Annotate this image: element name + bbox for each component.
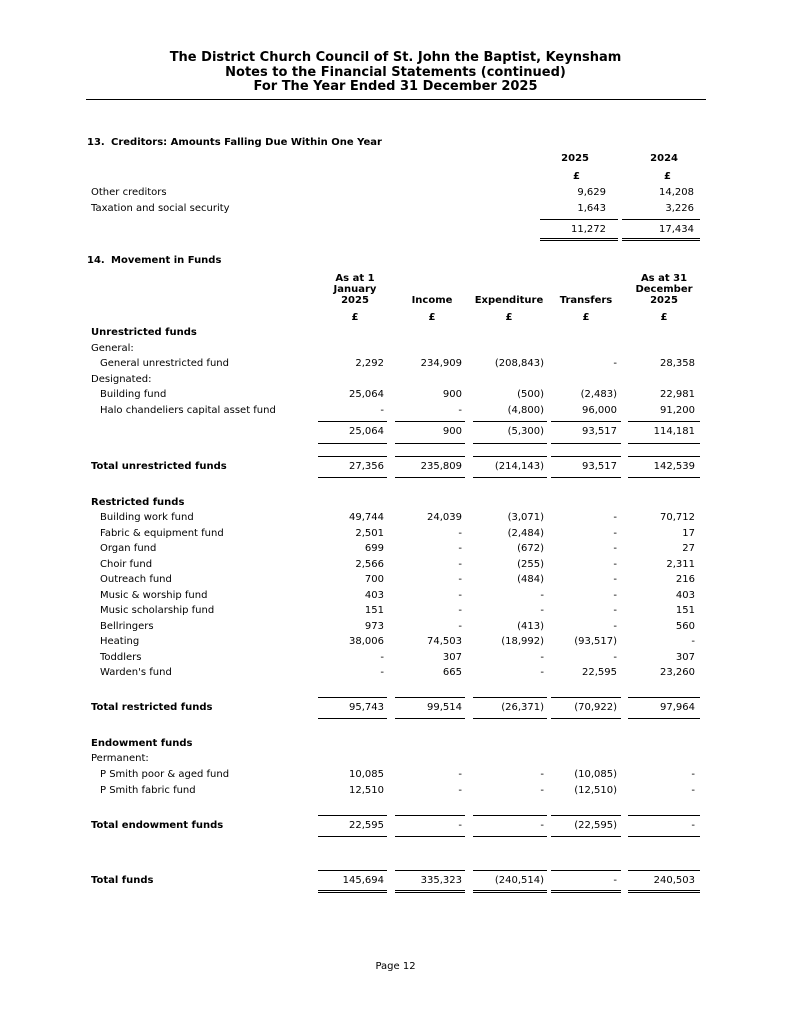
- fund-value: (484): [517, 574, 544, 585]
- fund-value: 22,981: [660, 389, 695, 400]
- fund-value: (2,484): [507, 527, 544, 539]
- fund-value: (4,800): [507, 405, 544, 416]
- total-rule: [551, 477, 621, 478]
- fund-label: P Smith fabric fund: [100, 784, 196, 796]
- total-rule: [551, 836, 621, 837]
- fund-label: Heating: [100, 636, 140, 647]
- subtotal-rule: [551, 421, 621, 422]
- total-value: 22,595: [349, 820, 384, 831]
- fund-value: -: [458, 558, 462, 570]
- fund-value: (12,510): [574, 784, 617, 796]
- grand-total-double-rule: [473, 890, 547, 893]
- fund-label: Building work fund: [100, 512, 194, 523]
- designated-label: Designated:: [91, 374, 152, 385]
- fund-value: 28,358: [660, 358, 695, 369]
- grand-total-rule: [628, 870, 700, 871]
- fund-label: Organ fund: [100, 543, 157, 554]
- grand-total-value: 240,503: [653, 875, 695, 886]
- total-rule: [628, 456, 700, 457]
- fund-value: (3,071): [507, 512, 544, 523]
- fund-label: Fabric & equipment fund: [100, 527, 224, 539]
- fund-value: -: [691, 769, 695, 780]
- fund-value: -: [691, 636, 695, 647]
- fund-value: 560: [675, 620, 695, 632]
- total-rule: [473, 836, 547, 837]
- fund-value: 12,510: [349, 784, 384, 796]
- currency-symbol: £: [351, 312, 359, 323]
- total-rule: [395, 718, 465, 719]
- total-value: 95,743: [349, 702, 384, 713]
- grand-total-value: (240,514): [494, 875, 544, 886]
- currency-symbol: £: [505, 312, 513, 323]
- fund-label: P Smith poor & aged fund: [100, 769, 230, 780]
- total-rule: [318, 697, 387, 698]
- subtotal-rule: [395, 421, 465, 422]
- fund-value: 38,006: [349, 636, 384, 647]
- fund-value: -: [613, 589, 617, 601]
- fund-value: 307: [675, 651, 695, 663]
- total-value: (22,595): [574, 820, 617, 831]
- total-rule: [318, 718, 387, 719]
- fund-value: 27: [682, 543, 695, 554]
- fund-value: -: [613, 527, 617, 539]
- fund-value: -: [540, 589, 544, 601]
- column-header: 2025: [341, 295, 369, 306]
- fund-value: -: [540, 769, 544, 780]
- unrestricted-heading: Unrestricted funds: [91, 327, 197, 338]
- total-rule: [551, 718, 621, 719]
- fund-value: 699: [364, 543, 384, 554]
- fund-value: 2,292: [355, 358, 384, 369]
- fund-value: -: [613, 605, 617, 616]
- total-value: (214,143): [494, 461, 544, 472]
- total-rule: [473, 718, 547, 719]
- subtotal-value: 25,064: [349, 426, 384, 437]
- grand-total-double-rule: [395, 890, 465, 893]
- fund-value: 151: [364, 605, 384, 616]
- fund-value: -: [613, 512, 617, 523]
- fund-label: Choir fund: [100, 558, 153, 570]
- fund-value: (2,483): [580, 389, 617, 400]
- total-rule: [318, 815, 387, 816]
- column-header: December: [635, 284, 693, 295]
- grand-total-value: -: [613, 875, 617, 886]
- note14-number: 14.: [87, 255, 105, 266]
- fund-value: 23,260: [660, 667, 695, 678]
- total-value: 99,514: [427, 702, 462, 713]
- total-label: Total endowment funds: [91, 820, 224, 831]
- column-header: As at 1: [335, 273, 375, 284]
- fund-value: 49,744: [349, 512, 384, 523]
- total-rule: [628, 477, 700, 478]
- total-rule: [628, 836, 700, 837]
- fund-value: 22,595: [582, 667, 617, 678]
- fund-value: 403: [675, 589, 695, 601]
- currency-symbol: £: [582, 312, 590, 323]
- fund-value: -: [540, 651, 544, 663]
- grand-total-rule: [395, 870, 465, 871]
- fund-value: 74,503: [427, 636, 462, 647]
- fund-value: -: [380, 651, 384, 663]
- fund-value: 900: [442, 389, 462, 400]
- fund-value: 403: [364, 589, 384, 601]
- fund-value: -: [458, 769, 462, 780]
- subtotal-rule: [628, 443, 700, 444]
- total-value: 27,356: [349, 461, 384, 472]
- fund-value: -: [458, 527, 462, 539]
- subtotal-value: (5,300): [507, 426, 544, 437]
- fund-value: -: [458, 543, 462, 554]
- note13-subtotal-rule: [622, 219, 700, 220]
- grand-total-rule: [473, 870, 547, 871]
- total-rule: [473, 697, 547, 698]
- grand-total-double-rule: [318, 890, 387, 893]
- fund-value: 2,311: [666, 558, 695, 570]
- column-header: As at 31: [640, 273, 688, 284]
- fund-value: -: [613, 358, 617, 369]
- fund-value: 10,085: [349, 769, 384, 780]
- grand-total-value: 145,694: [342, 875, 384, 886]
- page-number: Page 12: [375, 961, 416, 972]
- total-label: Total restricted funds: [91, 702, 213, 713]
- total-rule: [318, 836, 387, 837]
- total-value: 93,517: [582, 461, 617, 472]
- fund-label: Building fund: [100, 389, 167, 400]
- fund-value: 24,039: [427, 512, 462, 523]
- total-value: -: [691, 820, 695, 831]
- note13-row-label: Other creditors: [91, 187, 167, 198]
- header-divider: [86, 99, 706, 100]
- total-rule: [473, 456, 547, 457]
- fund-value: -: [613, 651, 617, 663]
- currency-symbol: £: [660, 312, 668, 323]
- fund-value: (255): [517, 558, 544, 570]
- note13-subtotal-rule: [540, 219, 618, 220]
- subtotal-rule: [318, 443, 387, 444]
- subtotal-value: 900: [442, 426, 462, 437]
- fund-label: Music scholarship fund: [100, 605, 215, 616]
- fund-value: -: [613, 543, 617, 554]
- fund-value: -: [540, 605, 544, 616]
- note13-row-2024: 3,226: [665, 203, 694, 214]
- fund-label: Music & worship fund: [100, 589, 208, 601]
- fund-value: 2,501: [355, 527, 384, 539]
- column-header: Transfers: [559, 295, 613, 306]
- total-rule: [395, 815, 465, 816]
- grand-total-rule: [318, 870, 387, 871]
- fund-label: Halo chandeliers capital asset fund: [100, 405, 276, 416]
- fund-value: -: [458, 589, 462, 601]
- fund-value: (413): [517, 620, 544, 632]
- fund-value: -: [613, 574, 617, 585]
- note13-heading: [87, 137, 382, 148]
- subtotal-value: 93,517: [582, 426, 617, 437]
- total-rule: [628, 697, 700, 698]
- fund-value: (18,992): [501, 636, 544, 647]
- fund-value: 2,566: [355, 558, 384, 570]
- subtotal-value: 114,181: [653, 426, 695, 437]
- fund-value: -: [380, 667, 384, 678]
- note13-row-label: Taxation and social security: [91, 203, 230, 214]
- total-rule: [628, 815, 700, 816]
- note13-row-2024: 14,208: [659, 187, 694, 198]
- note13-currency-2024: £: [664, 171, 671, 182]
- total-rule: [473, 815, 547, 816]
- note13-number: 13.: [87, 137, 105, 148]
- total-rule: [318, 456, 387, 457]
- note13-total-double-rule: [622, 238, 700, 241]
- fund-value: -: [691, 784, 695, 796]
- fund-value: (10,085): [574, 769, 617, 780]
- total-rule: [551, 456, 621, 457]
- fund-value: 973: [364, 620, 384, 632]
- fund-value: -: [458, 405, 462, 416]
- total-rule: [395, 477, 465, 478]
- permanent-label: Permanent:: [91, 753, 149, 764]
- fund-value: -: [613, 620, 617, 632]
- fund-value: -: [458, 620, 462, 632]
- fund-value: (672): [517, 543, 544, 554]
- column-header: Income: [411, 295, 453, 306]
- fund-value: 96,000: [582, 405, 617, 416]
- subtotal-rule: [473, 443, 547, 444]
- column-header: Expenditure: [474, 295, 544, 306]
- total-rule: [395, 456, 465, 457]
- total-value: 97,964: [660, 702, 695, 713]
- fund-label: Toddlers: [100, 651, 142, 663]
- note13-col-2024: 2024: [650, 153, 678, 164]
- fund-value: -: [458, 574, 462, 585]
- fund-value: 17: [682, 527, 695, 539]
- fund-value: -: [458, 784, 462, 796]
- fund-value: 307: [442, 651, 462, 663]
- subtotal-rule: [628, 421, 700, 422]
- subtotal-rule: [395, 443, 465, 444]
- note14-title: Movement in Funds: [111, 255, 222, 266]
- fund-label: Outreach fund: [100, 574, 172, 585]
- endowment-heading: Endowment funds: [91, 738, 193, 749]
- note13-row-2025: 1,643: [577, 203, 606, 214]
- total-rule: [628, 718, 700, 719]
- total-value: (26,371): [501, 702, 544, 713]
- grand-total-value: 335,323: [420, 875, 462, 886]
- total-value: -: [540, 820, 544, 831]
- total-rule: [551, 815, 621, 816]
- fund-value: -: [458, 605, 462, 616]
- fund-label: Warden's fund: [100, 667, 172, 678]
- fund-value: -: [540, 784, 544, 796]
- note13-currency-2025: £: [573, 171, 580, 182]
- fund-label: Bellringers: [100, 620, 154, 632]
- total-rule: [551, 697, 621, 698]
- council-name: The District Church Council of St. John the Baptist, Keynsham: [169, 50, 622, 65]
- note13-total-double-rule: [540, 238, 618, 241]
- grand-total-double-rule: [628, 890, 700, 893]
- note13-total-2024: 17,434: [659, 224, 694, 235]
- total-value: -: [458, 820, 462, 831]
- fund-value: 216: [675, 574, 695, 585]
- total-value: (70,922): [574, 702, 617, 713]
- page-header: [0, 51, 791, 95]
- fund-value: 91,200: [660, 405, 695, 416]
- fund-value: 665: [442, 667, 462, 678]
- subtotal-rule: [551, 443, 621, 444]
- fund-value: (208,843): [494, 358, 544, 369]
- fund-value: (500): [517, 389, 544, 400]
- currency-symbol: £: [428, 312, 436, 323]
- total-value: 142,539: [653, 461, 695, 472]
- column-header: 2025: [650, 295, 678, 306]
- statement-title: Notes to the Financial Statements (continued): [225, 64, 566, 80]
- fund-value: 234,909: [420, 358, 462, 369]
- fund-value: -: [380, 405, 384, 416]
- fund-value: (93,517): [574, 636, 617, 647]
- fund-label: General unrestricted fund: [100, 358, 229, 369]
- note14-heading: [87, 255, 221, 266]
- column-header: January: [333, 284, 377, 295]
- restricted-heading: Restricted funds: [91, 497, 185, 508]
- grand-total-double-rule: [551, 890, 621, 893]
- total-rule: [395, 836, 465, 837]
- fund-value: 151: [675, 605, 695, 616]
- note13-total-2025: 11,272: [571, 224, 606, 235]
- note13-title: Creditors: Amounts Falling Due Within One Year: [111, 137, 382, 148]
- general-label: General:: [91, 343, 134, 354]
- total-rule: [473, 477, 547, 478]
- grand-total-rule: [551, 870, 621, 871]
- note13-row-2025: 9,629: [577, 187, 606, 198]
- statement-period: For The Year Ended 31 December 2025: [253, 79, 538, 94]
- fund-value: -: [613, 558, 617, 570]
- fund-value: 25,064: [349, 389, 384, 400]
- grand-total-label: Total funds: [91, 875, 154, 886]
- note13-col-2025: 2025: [561, 153, 589, 164]
- subtotal-rule: [318, 421, 387, 422]
- fund-value: 70,712: [660, 512, 695, 523]
- fund-value: 700: [364, 574, 384, 585]
- total-value: 235,809: [420, 461, 462, 472]
- total-rule: [395, 697, 465, 698]
- total-rule: [318, 477, 387, 478]
- total-label: Total unrestricted funds: [91, 461, 227, 472]
- fund-value: -: [540, 667, 544, 678]
- subtotal-rule: [473, 421, 547, 422]
